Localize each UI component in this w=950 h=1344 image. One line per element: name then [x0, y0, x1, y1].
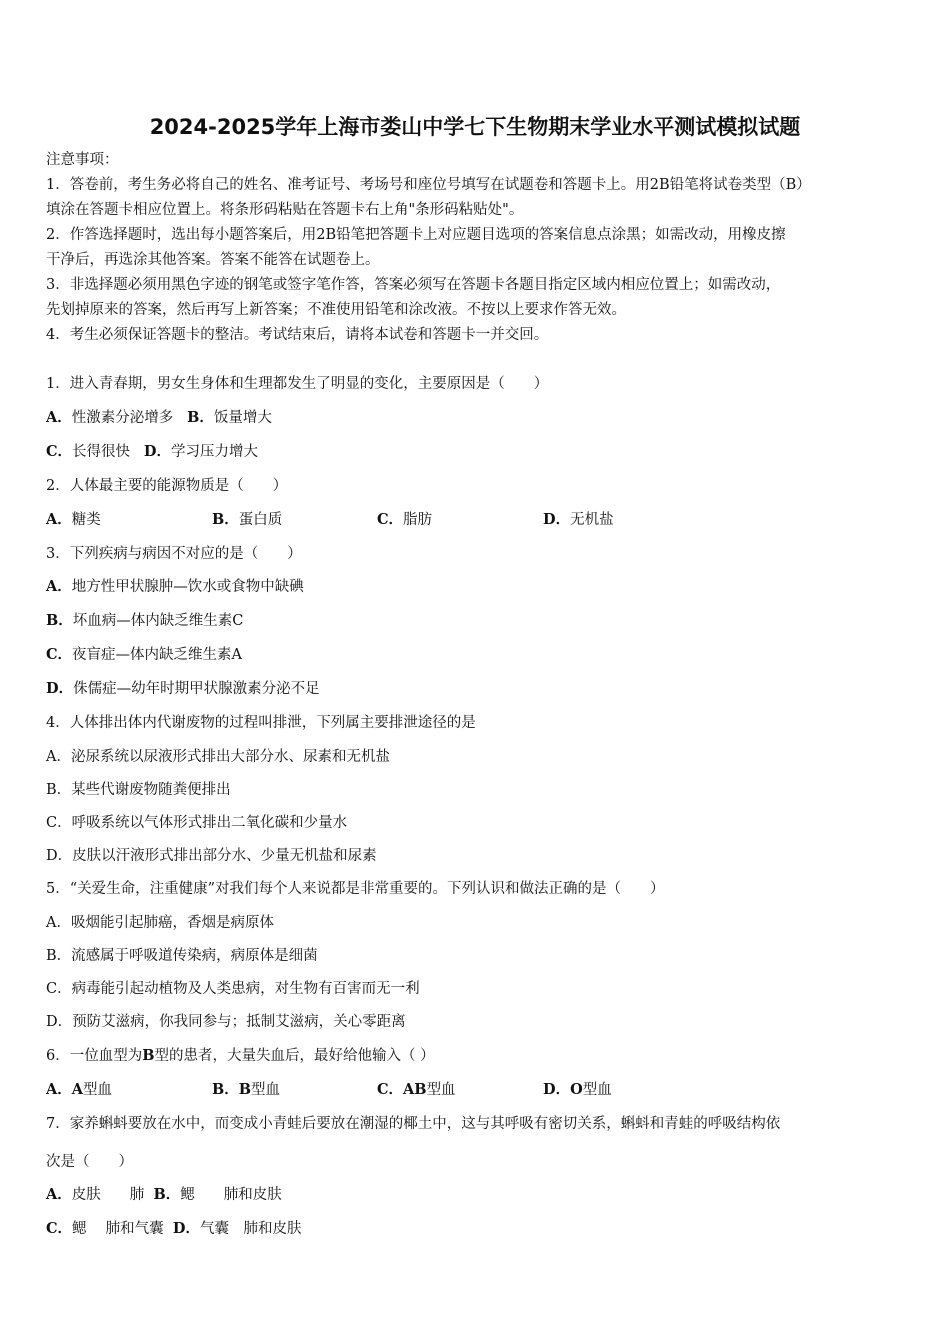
question-2-option-b — [212, 510, 282, 530]
option-b: 饭量增大 — [213, 410, 272, 426]
notice-line: 3．非选择题必须用黑色字迹的钢笔或签字笔作答，答案必须写在答题卡各题目指定区域内相应位置上；如需改动， — [46, 277, 781, 293]
question-2-option-a — [46, 510, 101, 530]
option-label: D． — [143, 443, 171, 460]
option-c: 型血 — [426, 1082, 456, 1098]
question-6-option-a — [46, 1080, 112, 1100]
option-label: D． — [543, 511, 571, 528]
option-c: 脂肪 — [403, 512, 433, 528]
question-4-option-b: B．某些代谢废物随粪便排出 — [46, 782, 231, 798]
notice-line: 干净后，再选涂其他答案。答案不能答在试题卷上。 — [46, 252, 380, 268]
option-b: 鳃 肺和皮肤 — [180, 1187, 282, 1203]
question-3-option-a — [46, 577, 304, 597]
option-label: D． — [543, 1081, 571, 1098]
question-7-options-cd — [46, 1219, 301, 1239]
option-label: A． — [46, 578, 72, 595]
option-label: C． — [377, 511, 404, 528]
option-label: D． — [46, 680, 74, 697]
option-label: A． — [46, 409, 72, 426]
option-c: 长得很快 — [72, 444, 131, 460]
option-a-type: A — [71, 1081, 84, 1098]
option-label: C． — [46, 443, 73, 460]
option-label: B． — [212, 1081, 239, 1098]
option-d: 气囊 肺和皮肤 — [199, 1221, 302, 1237]
option-b: 型血 — [251, 1082, 281, 1098]
option-d: 无机盐 — [570, 512, 614, 528]
question-4-option-d: D．皮肤以汗液形式排出部分水、少量无机盐和尿素 — [46, 848, 377, 864]
option-label: A． — [46, 1186, 72, 1203]
question-1-options-cd — [46, 442, 258, 462]
option-c: 夜盲症—体内缺乏维生素A — [72, 647, 243, 663]
option-b: 蛋白质 — [238, 512, 283, 528]
option-b-type: B — [238, 1081, 252, 1098]
question-4-option-a: A．泌尿系统以尿液形式排出大部分水、尿素和无机盐 — [46, 749, 390, 765]
question-6-option-d — [543, 1080, 612, 1100]
option-c-type: AB — [403, 1081, 427, 1098]
question-5-option-c: C．病毒能引起动植物及人类患病，对生物有百害而无一利 — [46, 981, 420, 997]
stem-text: 型的患者，大量失血后，最好给他输入（ ） — [154, 1048, 435, 1064]
question-2-option-d — [543, 510, 614, 530]
notice-line: 1．答卷前，考生务必将自己的姓名、准考证号、考场号和座位号填写在试题卷和答题卡上。用2B铅笔将试卷类型（B） — [46, 177, 811, 193]
page-title: 2024-2025学年上海市娄山中学七下生物期末学业水平测试模拟试题 — [149, 115, 801, 139]
option-label: B． — [187, 409, 214, 426]
option-b: 坏血病—体内缺乏维生素C — [72, 613, 244, 629]
option-label: B． — [46, 612, 73, 629]
option-label: D． — [172, 1220, 200, 1237]
option-label: C． — [46, 646, 73, 663]
option-label: A． — [46, 511, 72, 528]
question-5-stem: 5．“关爱生命，注重健康”对我们每个人来说都是非常重要的。下列认识和做法正确的是（ ） — [46, 881, 665, 897]
question-2-stem: 2．人体最主要的能源物质是（ ） — [46, 478, 288, 494]
question-1-stem: 1．进入青春期，男女生身体和生理都发生了明显的变化，主要原因是（ ） — [46, 376, 549, 392]
question-3-option-c — [46, 645, 242, 665]
option-label: B． — [153, 1186, 181, 1203]
question-5-option-a: A．吸烟能引起肺癌，香烟是病原体 — [46, 915, 274, 931]
question-2-option-c — [377, 510, 432, 530]
question-6-option-b — [212, 1080, 280, 1100]
option-d-type: O — [570, 1081, 583, 1098]
question-6-option-c — [377, 1080, 456, 1100]
notice-line: 2．作答选择题时，选出每小题答案后，用2B铅笔把答题卡上对应题目选项的答案信息点涂黑；如需改动，用橡皮擦 — [46, 227, 786, 243]
notice-line: 4．考生必须保证答题卡的整洁。考试结束后，请将本试卷和答题卡一并交回。 — [46, 327, 549, 343]
option-label: A． — [46, 1081, 72, 1098]
option-a: 性激素分泌增多 — [71, 410, 174, 426]
notice-heading: 注意事项： — [46, 152, 119, 168]
option-label: B． — [212, 511, 239, 528]
question-3-stem: 3．下列疾病与病因不对应的是（ ） — [46, 546, 302, 562]
option-a: 地方性甲状腺肿—饮水或食物中缺碘 — [71, 579, 304, 595]
option-d: 型血 — [582, 1082, 612, 1098]
stem-blood-type: B — [142, 1047, 155, 1064]
question-3-option-b — [46, 611, 243, 631]
question-7-options-ab — [46, 1185, 282, 1205]
notice-line: 先划掉原来的答案，然后再写上新答案；不准使用铅笔和涂改液。不按以上要求作答无效。 — [46, 302, 626, 318]
stem-text: 6．一位血型为 — [46, 1048, 143, 1064]
question-4-stem: 4．人体排出体内代谢废物的过程叫排泄，下列属主要排泄途径的是 — [46, 715, 476, 731]
question-5-option-b: B．流感属于呼吸道传染病，病原体是细菌 — [46, 948, 318, 964]
option-d: 学习压力增大 — [170, 444, 258, 460]
question-5-option-d: D．预防艾滋病，你我同参与；抵制艾滋病，关心零距离 — [46, 1014, 406, 1030]
option-d: 侏儒症—幼年时期甲状腺激素分泌不足 — [73, 681, 320, 697]
question-7-stem: 7．家养蝌蚪要放在水中，而变成小青蛙后要放在潮湿的椰土中，这与其呼吸有密切关系，蝌蚪和青蛙的呼吸结构依 — [46, 1116, 781, 1132]
option-a: 糖类 — [71, 512, 101, 528]
option-a: 皮肤 肺 — [71, 1187, 145, 1203]
option-c: 鳃 肺和气囊 — [72, 1221, 164, 1237]
question-7-stem-cont: 次是（ ） — [46, 1154, 133, 1170]
question-4-option-c: C．呼吸系统以气体形式排出二氧化碳和少量水 — [46, 815, 348, 831]
notice-line: 填涂在答题卡相应位置上。将条形码粘贴在答题卡右上角"条形码粘贴处"。 — [46, 202, 524, 218]
question-1-options-ab — [46, 408, 272, 428]
option-a: 型血 — [83, 1082, 113, 1098]
question-3-option-d — [46, 679, 320, 699]
option-label: C． — [46, 1220, 73, 1237]
option-label: C． — [377, 1081, 404, 1098]
question-6-stem — [46, 1046, 435, 1066]
